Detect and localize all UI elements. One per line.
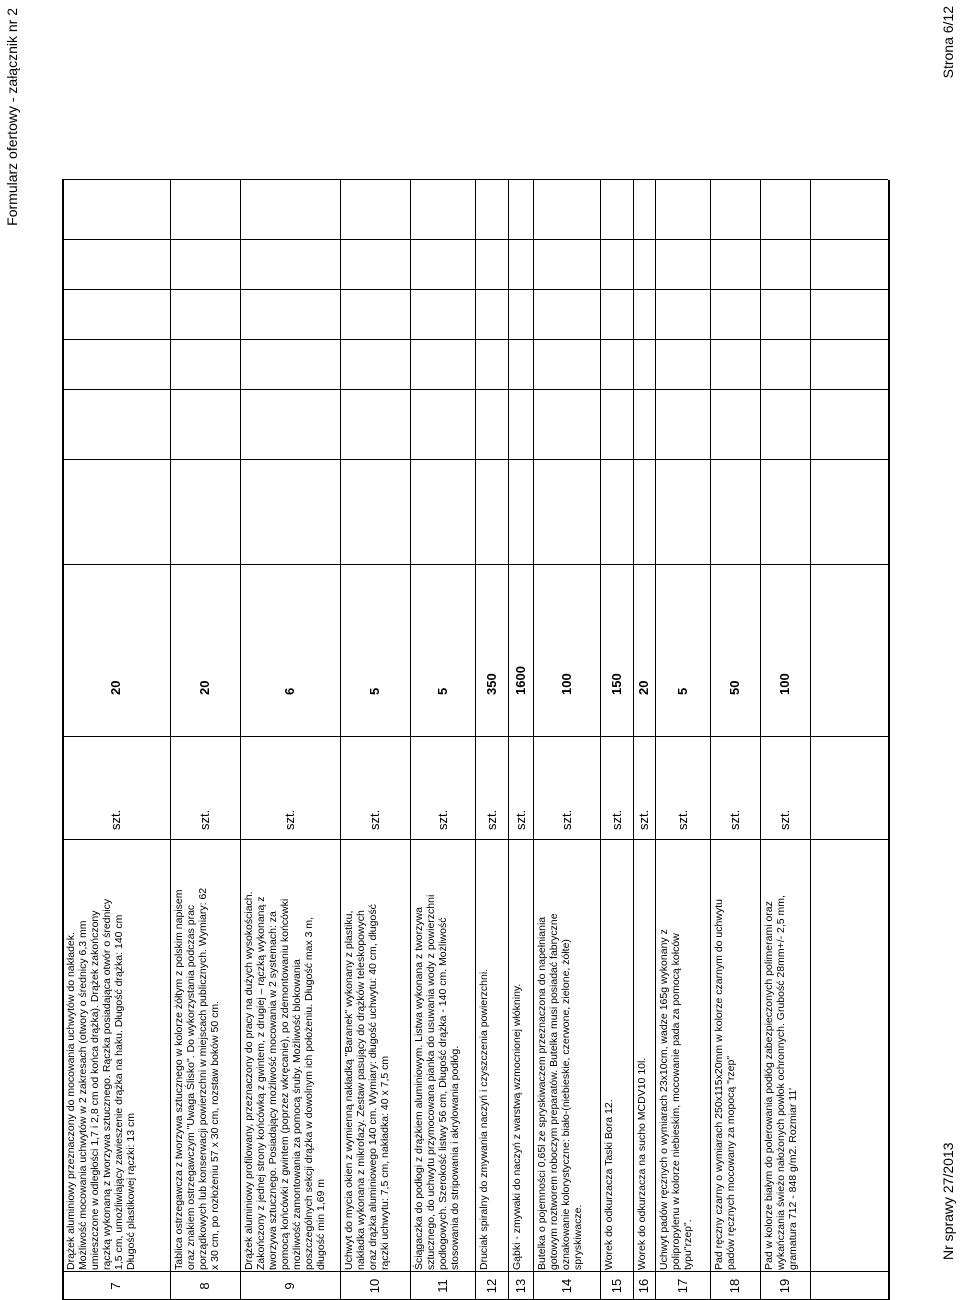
row-unit: szt. — [108, 809, 123, 830]
row-unit: szt. — [367, 809, 382, 830]
row-quantity: 100 — [558, 673, 574, 695]
row-quantity: 100 — [777, 673, 792, 695]
row-description: Ściągaczka do podłogi z drążkiem aluminiowym. Listwa wykonana z tworzywa sztucznego, do uchwytu przymocowana pianka do usuwania wody z powierzchni podłogowych. Szerokość listwy 56 cm, Długość drążka - 140 cm. Możliwość stosowania do stripowania i akrylowania podłóg. — [413, 894, 461, 1270]
table-row-line — [810, 180, 811, 1300]
row-unit: szt. — [727, 809, 742, 830]
table-row-line — [410, 180, 411, 1300]
row-number: 17 — [674, 1278, 690, 1294]
row-unit: szt. — [608, 809, 624, 830]
table-row-line — [240, 180, 241, 1300]
row-description: Butelka o pojemności 0,65l ze spryskiwaczem przeznaczona do napełniania gotowym roztworem roboczym preparatów. Butelka musi posiadać fabryczne oznakowanie kolorystyczne: biało-(niebieskie, czerwone, zielone, żółte) spryskiwacze. — [536, 913, 584, 1270]
row-description: Worek do odkurzacza Taski Bora 12. — [603, 1099, 615, 1270]
row-number: 10 — [367, 1278, 382, 1294]
row-number: 8 — [197, 1282, 212, 1290]
table-row-line — [655, 180, 656, 1300]
row-quantity: 50 — [727, 680, 742, 695]
table-row-line — [170, 180, 171, 1300]
row-number: 19 — [777, 1278, 792, 1294]
table-column-line — [62, 839, 888, 840]
case-number: Nr sprawy 27/2013 — [940, 1142, 956, 1260]
row-number: 15 — [608, 1278, 624, 1294]
page-number: Strona 6/12 — [940, 6, 956, 79]
table-row-line — [760, 180, 761, 1300]
row-number: 13 — [512, 1278, 528, 1294]
table-row-line — [62, 180, 64, 1300]
row-number: 18 — [727, 1278, 742, 1294]
row-unit: szt. — [512, 809, 528, 830]
row-unit: szt. — [434, 809, 450, 830]
row-unit: szt. — [636, 809, 651, 830]
table-row-line — [600, 180, 601, 1300]
row-description: Druciak spiralny do zmywania naczyń i czyszczenia powierzchni. — [478, 968, 490, 1270]
row-description: Uchwyt do mycia okien z wymienną nakładką "Baranek" wykonany z plastiku, nakładka wykonana z mikrofazy. Zestaw pasujący do drążków teleskopowych oraz drążka aluminiowego 140 cm. Wymiary: długość uchwytu: 40 cm, długość rączki uchwytu: 7,5 cm, nakładka: 40 x 7,5 cm — [343, 904, 391, 1270]
row-unit: szt. — [777, 809, 792, 830]
row-unit: szt. — [282, 809, 297, 830]
table-row-line — [533, 180, 534, 1300]
row-quantity: 5 — [674, 687, 690, 695]
row-description: Gąbki - zmywaki do naczyń z warstwą wzmocnionej włókniny. — [511, 983, 523, 1270]
table-row-line — [633, 180, 634, 1300]
row-quantity: 20 — [108, 680, 123, 695]
row-number: 7 — [108, 1282, 123, 1290]
row-quantity: 20 — [197, 680, 212, 695]
row-quantity: 150 — [608, 673, 624, 695]
table-column-line — [62, 289, 888, 290]
row-number: 12 — [483, 1278, 499, 1294]
row-unit: szt. — [674, 809, 690, 830]
row-description: Uchwyt padów ręcznych o wymiarach 23x10cm, wadze 165g wykonany z polipropylenu w kolorze niebieskim, mocowanie pada za pomocą kołców typu"rzep". — [658, 929, 694, 1270]
row-quantity: 1600 — [512, 666, 528, 695]
table-column-line — [62, 564, 888, 565]
row-unit: szt. — [483, 809, 499, 830]
row-number: 16 — [636, 1278, 651, 1294]
table-row-line — [508, 180, 509, 1300]
form-title: Formularz ofertowy - załącznik nr 2 — [4, 8, 20, 226]
row-number: 14 — [558, 1278, 574, 1294]
row-number: 9 — [282, 1282, 297, 1290]
table-column-line — [62, 459, 888, 460]
table-column-line — [62, 1271, 888, 1272]
table-row-line — [475, 180, 476, 1300]
row-description: Drążek aluminiowy profilowany, przeznaczony do pracy na dużych wysokościach. Zakończony z jednej strony końcówką z gwintem, z drugiej – rączką wykonaną z tworzywa sztucznego. Posiadający możliwość mocowania w 2 systemach: za pomocą końcówki z gwintem (poprzez wkręcanie), po zdemontowaniu końcówki możliwość zamontowania za pomocą śruby. Możliwość blokowania poszczególnych sekcji drążka w dowolnym ich położeniu. Długość max 3 m, długość min 1,69 m — [243, 891, 327, 1270]
row-description: Pad w kolorze białym do polerowania podłóg zabezpieczonych polimerami oraz wykańczania świeżo nałożonych powłok ochronnych. Grubość 28mm+/- 2,5 mm, gramatura 712 - 848 g/m2. Rozmiar 11' — [763, 895, 799, 1270]
row-description: Tablica ostrzegawcza z tworzywa sztucznego w kolorze żółtym z polskim napisem oraz znakiem ostrzegawczym "Uwaga Ślisko". Do wykorzystania podczas prac porządkowych lub konserwacji powierzchni w miejscach publicznych. Wymiary: 62 x 30 cm, po rozłożeniu 57 x 30 cm, rozstaw boków 50 cm. — [173, 887, 221, 1270]
row-quantity: 350 — [483, 673, 499, 695]
table-column-line — [62, 736, 888, 737]
row-quantity: 6 — [282, 687, 297, 695]
table-column-line — [62, 239, 888, 240]
row-description: Worek do odkurzacza na sucho MCDV10 10l. — [636, 1057, 648, 1270]
row-unit: szt. — [197, 809, 212, 830]
table-column-line — [62, 179, 888, 180]
table-row-line — [888, 180, 890, 1300]
table-row-line — [710, 180, 711, 1300]
row-quantity: 20 — [636, 680, 651, 695]
table-row-line — [340, 180, 341, 1300]
row-quantity: 5 — [367, 687, 382, 695]
row-quantity: 5 — [434, 687, 450, 695]
row-number: 11 — [434, 1279, 450, 1293]
row-unit: szt. — [558, 809, 574, 830]
table-column-line — [62, 389, 888, 390]
table-column-line — [62, 339, 888, 340]
row-description: Pad ręczny czarny o wymiarach 250x115x20mm w kolorze czarnym do uchwytu padów ręcznych mocowany za mopocą "rzep" — [713, 899, 737, 1270]
row-description: Drążek aluminiowy przeznaczony do mocowania uchwytów do nakładek. Możliwość mocowania uchwytów w 2 zakresach (otwory o średnicy 6,3 mm umieszczone w odległości 1,7 i 2,8 cm od końca drążka). Drążek zakończony rączką wykonaną z tworzywa sztucznego. Rączka posiadająca otwór o średnicy 1,5 cm, umożliwiający zawieszenie drążka na haku. Długość drążka: 140 cm Długość plastikowej rączki: 13 cm — [65, 898, 137, 1270]
